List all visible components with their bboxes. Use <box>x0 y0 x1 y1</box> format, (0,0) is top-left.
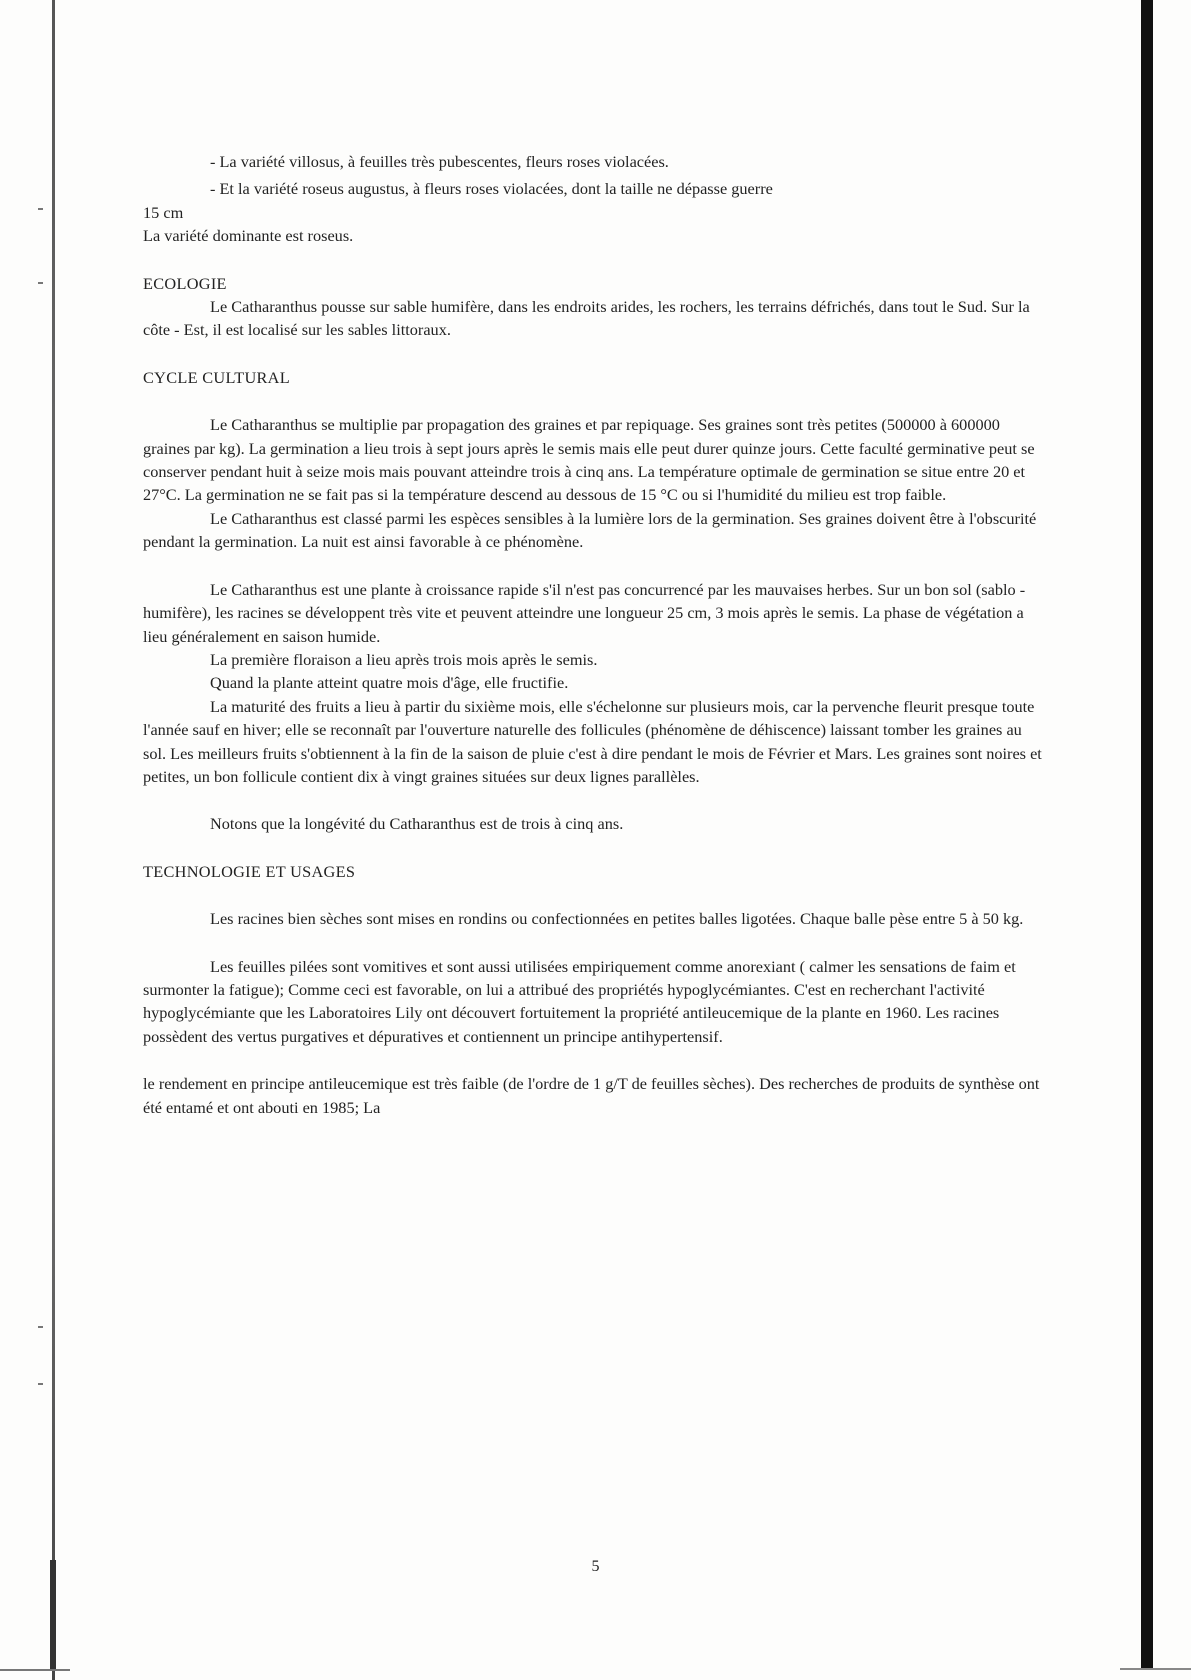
section-heading-technologie: TECHNOLOGIE ET USAGES <box>143 861 356 881</box>
document-body <box>143 150 1043 1119</box>
binding-edge-left-shadow <box>50 1560 56 1670</box>
scan-border-bottom-right <box>1120 1668 1191 1670</box>
scan-speck <box>38 208 43 210</box>
page-number: 5 <box>591 1558 600 1575</box>
technologie-paragraph-2: Les feuilles pilées sont vomitives et sont aussi utilisées empiriquement comme anorexiant ( calmer les sensations de faim et surmonter la fatigue); Comme ceci est favorable, on lui a attribué des propriétés hypoglycémiantes. C'est en recherchant l'activité hypoglycémiante que les Laboratoires Lily ont découvert fortuitement la propriété antileucemique de la plante en 1960. Les racines possèdent des vertus purgatives et dépuratives et contiennent un principe antihypertensif. <box>143 956 1016 1046</box>
scan-speck <box>38 1383 43 1385</box>
variety-villosus-line: - La variété villosus, à feuilles très pubescentes, fleurs roses violacées. <box>210 152 669 171</box>
variety-roseus-augustus-line: - Et la variété roseus augustus, à fleurs roses violacées, dont la taille ne dépasse guerre <box>210 179 773 199</box>
cycle-paragraph-2: Le Catharanthus est classé parmi les espèces sensibles à la lumière lors de la germination. Ses graines doivent être à l'obscurité pendant la germination. La nuit est ainsi favorable à ce phénomène. <box>143 508 1037 552</box>
section-heading-ecologie: ECOLOGIE <box>143 273 227 293</box>
section-heading-cycle-cultural: CYCLE CULTURAL <box>143 367 290 387</box>
cycle-paragraph-4: La première floraison a lieu après trois mois après le semis. <box>210 649 598 669</box>
ecologie-paragraph: Le Catharanthus pousse sur sable humifère, dans les endroits arides, les rochers, les terrains défrichés, dans tout le Sud. Sur la côte - Est, il est localisé sur les sables littoraux. <box>143 297 1030 340</box>
cycle-paragraph-7: Notons que la longévité du Catharanthus est de trois à cinq ans. <box>210 814 624 834</box>
cycle-paragraph-5: Quand la plante atteint quatre mois d'âge, elle fructifie. <box>210 673 569 693</box>
scan-border-bottom-left <box>0 1669 70 1671</box>
scan-speck <box>38 282 43 284</box>
cycle-paragraph-1: Le Catharanthus se multiplie par propagation des graines et par repiquage. Ses graines sont très petites (500000 à 600000 graines par kg). La germination a lieu trois à sept jours après le semis mais elle peut durer quinze jours. Cette faculté germinative peut se conserver pendant huit à seize mois mais pouvant atteindre trois à cinq ans. La température optimale de germination se situe entre 20 et 27°C. La germination ne se fait pas si la température descend au dessous de 15 °C ou si l'humidité du milieu est trop faible. <box>143 415 1035 505</box>
technologie-paragraph-1: Les racines bien sèches sont mises en rondins ou confectionnées en petites balles ligotées. Chaque balle pèse entre 5 à 50 kg. <box>210 909 1024 929</box>
scan-border-right <box>1141 0 1153 1668</box>
technologie-paragraph-3: le rendement en principe antileucemique est très faible (de l'ordre de 1 g/T de feuilles sèches). Des recherches de produits de synthèse ont été entamé et ont abouti en 1985; La <box>143 1074 1040 1117</box>
cycle-paragraph-6: La maturité des fruits a lieu à partir du sixième mois, elle s'échelonne sur plusieurs mois, car la pervenche fleurit presque toute l'année sauf en hiver; elle se reconnaît par l'ouverture naturelle des follicules (phénomène de déhiscence) laissant tomber les graines au sol. Les meilleurs fruits s'obtiennent à la fin de la saison de pluie c'est à dire pendant le mois de Février et Mars. Les graines sont noires et petites, un bon follicule contient dix à vingt graines situées sur deux lignes parallèles. <box>143 696 1042 786</box>
binding-edge-left <box>52 0 55 1680</box>
variety-size-line: 15 cm <box>143 202 184 222</box>
cycle-paragraph-3: Le Catharanthus est une plante à croissance rapide s'il n'est pas concurrencé par les mauvaises herbes. Sur un bon sol (sablo -humifère), les racines se développent très vite et peuvent atteindre une longueur 25 cm, 3 mois après le semis. La phase de végétation a lieu généralement en saison humide. <box>143 579 1026 646</box>
scan-speck <box>38 1326 43 1328</box>
dominant-variety-line: La variété dominante est roseus. <box>143 226 354 246</box>
